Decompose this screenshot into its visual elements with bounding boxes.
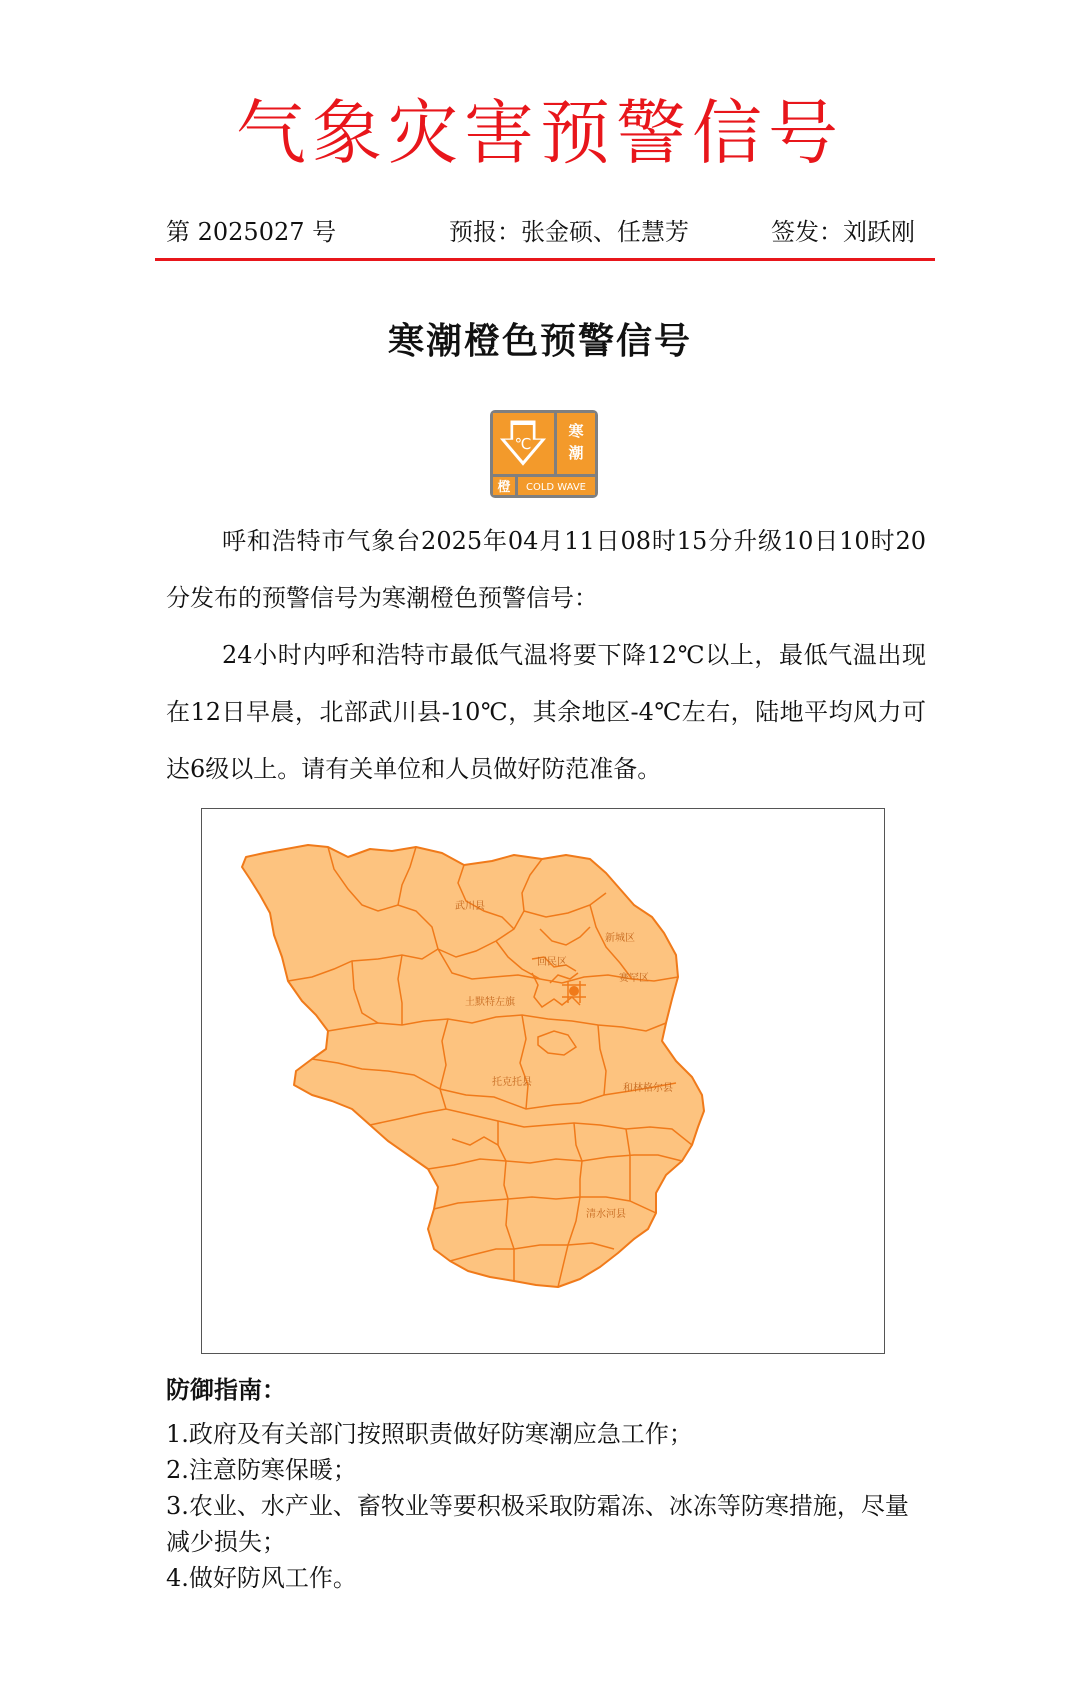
- map-label-helinge-er: 和林格尔县: [623, 1083, 673, 1094]
- map-label-saihan: 赛罕区: [619, 973, 649, 984]
- icon-level-char: 橙: [497, 480, 511, 495]
- map-label-huimin: 回民区: [537, 957, 567, 968]
- map-label-tuoketuo: 托克托县: [492, 1077, 532, 1088]
- guide-item: 2.注意防寒保暖；: [166, 1456, 357, 1484]
- icon-side-text-1: 寒: [568, 422, 584, 440]
- defense-guide-title: 防御指南：: [166, 1375, 286, 1404]
- icon-side-text-2: 潮: [568, 444, 584, 462]
- map-label-xincheng: 新城区: [605, 933, 635, 944]
- guide-item: 4.做好防风工作。: [166, 1564, 357, 1592]
- map-label-wuchuan: 武川县: [455, 901, 485, 912]
- warning-title: 寒潮橙色预警信号: [387, 320, 692, 362]
- masthead-title: 气象灾害预警信号: [236, 92, 844, 174]
- map-label-tumote-zuoqi: 土默特左旗: [465, 997, 515, 1008]
- guide-item: 3.农业、水产业、畜牧业等要积极采取防霜冻、冰冻等防寒措施，尽量减少损失；: [166, 1492, 909, 1556]
- temp-symbol: ℃: [514, 435, 532, 453]
- icon-label-en: COLD WAVE: [525, 482, 587, 493]
- forecasters: 预报：张金硕、任慧芳: [449, 218, 689, 246]
- guide-item: 1.政府及有关部门按照职责做好防寒潮应急工作；: [166, 1420, 693, 1448]
- document-number: 第 2025027 号: [166, 218, 337, 246]
- map-label-qingshuihe: 清水河县: [586, 1209, 626, 1220]
- cold-wave-orange-icon: [489, 409, 599, 499]
- defense-guide-list: [166, 1416, 926, 1596]
- issuer: 签发：刘跃刚: [771, 218, 915, 246]
- red-divider: [155, 258, 935, 261]
- warning-map: [201, 808, 885, 1354]
- announcement-paragraph: 呼和浩特市气象台2025年04月11日08时15分升级10日10时20分发布的预警信号为寒潮橙色预警信号：: [166, 527, 926, 612]
- forecast-paragraph: 24小时内呼和浩特市最低气温将要下降12℃以上，最低气温出现在12日早晨，北部武川县-10℃，其余地区-4℃左右，陆地平均风力可达6级以上。请有关单位和人员做好防范准备。: [166, 641, 926, 783]
- hohhot-map: [202, 809, 886, 1355]
- document-info-line: [166, 214, 926, 250]
